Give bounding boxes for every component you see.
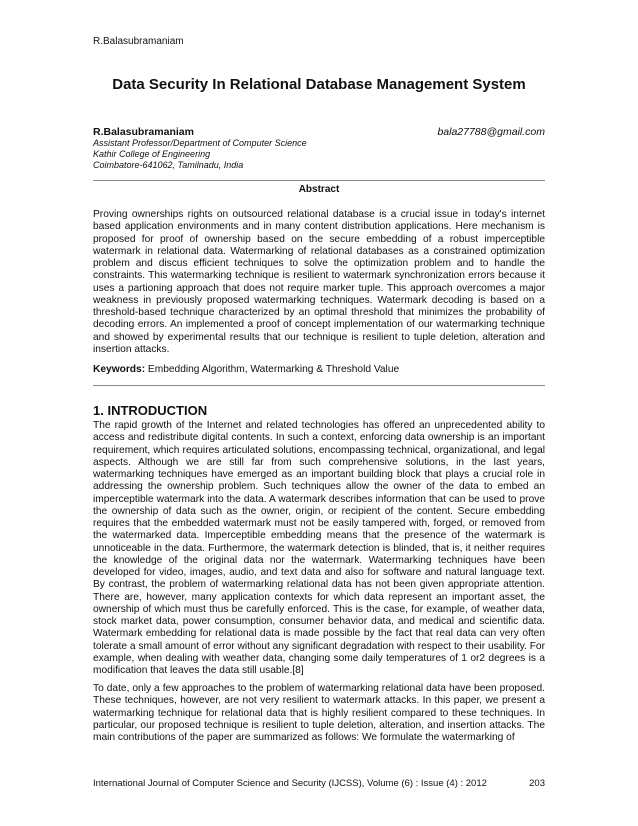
divider-top bbox=[93, 180, 545, 181]
author-email: bala27788@gmail.com bbox=[437, 126, 545, 138]
introduction-paragraph-1: The rapid growth of the Internet and related technologies has offered an unprecedented ability to access and redistribute digital contents. In such a context, enforcing data ownership is an important requirement, which requires articulated solutions, encompassing technical, organizational, and legal aspects. Although we are still far from such comprehensive solutions, in the last years, watermarking techniques have emerged as an important building block that plays a crucial role in addressing the ownership problem. Such techniques allow the owner of the data to embed an imperceptible watermark into the data. A watermark describes information that can be used to prove the ownership of data such as the owner, origin, or recipient of the content. Secure embedding requires that the embedded watermark must not be easily tampered with, forged, or removed from the watermarked data. Imperceptible embedding means that the presence of the watermark is unnoticeable in the data. Furthermore, the watermark detection is blinded, that is, it neither requires the knowledge of the original data nor the watermark. Watermarking techniques have been developed for video, images, audio, and text data and also for software and natural language text. By contrast, the problem of watermarking relational data has not been given appropriate attention. There are, however, many application contexts for which data represent an important asset, the ownership of which must thus be carefully enforced. This is the case, for example, of weather data, stock market data, power consumption, consumer behavior data, and medical and scientific data. Watermark embedding for relational data is made possible by the fact that real data can very often tolerate a small amount of error without any significant degradation with respect to their usability. For example, when dealing with weather data, changing some daily temperatures of 1 or2 degrees is a modification that leaves the data still usable.[8] bbox=[93, 420, 545, 676]
page-footer bbox=[93, 778, 545, 789]
abstract-heading: Abstract bbox=[298, 184, 340, 195]
author-affiliation-position: Assistant Professor/Department of Computer Science bbox=[93, 138, 307, 148]
author-row bbox=[93, 126, 545, 138]
paper-title: Data Security In Relational Database Management System bbox=[112, 76, 526, 93]
abstract-text: Proving ownerships rights on outsourced relational database is a crucial issue in today's internet based application environments and in many content distribution applications. Here mechanism is proposed for proof of ownership based on the secure embedding of a robust imperceptible watermark in relational data. Watermarking of relational databases as a constrained optimization problem and discus efficient techniques to solve the optimization problem and to handle the constraints. This watermarking technique is resilient to watermark synchronization errors because it uses a partioning approach that does not require marker tuple. This approach overcomes a major weakness in previously proposed watermarking techniques. Watermark decoding is based on a threshold-based technique characterized by an optimal threshold that minimizes the probability of decoding errors. An implemented a proof of concept implementation of our watermarking technique and showed by experimental results that our technique is resilient to tuple deletion, alteration and insertion attacks. bbox=[93, 209, 545, 355]
author-affiliation-college: Kathir College of Engineering bbox=[93, 149, 211, 159]
divider-bottom bbox=[93, 385, 545, 386]
section-heading-introduction: 1. INTRODUCTION bbox=[93, 403, 208, 418]
footer-journal: International Journal of Computer Science and Security (IJCSS), Volume (6) : Issue (4) : 2012 bbox=[93, 778, 487, 789]
author-affiliation-location: Coimbatore-641062, Tamilnadu, India bbox=[93, 160, 244, 170]
author-name: R.Balasubramaniam bbox=[93, 126, 194, 138]
author-block bbox=[93, 126, 545, 171]
introduction-paragraph-2: To date, only a few approaches to the problem of watermarking relational data have been proposed. These techniques, however, are not very resilient to watermark attacks. In this paper, we present a watermarking technique for relational data that is highly resilient compared to these techniques. In particular, our proposed technique is resilient to tuple deletion, alteration, and insertion attacks. The main contributions of the paper are summarized as follows: We formulate the watermarking of bbox=[93, 683, 545, 743]
footer-page-number: 203 bbox=[529, 778, 545, 789]
keywords-label: Keywords: bbox=[93, 364, 146, 375]
running-head: R.Balasubramaniam bbox=[93, 36, 184, 47]
keywords-line bbox=[93, 364, 545, 375]
keywords-text: Embedding Algorithm, Watermarking & Threshold Value bbox=[145, 364, 400, 375]
